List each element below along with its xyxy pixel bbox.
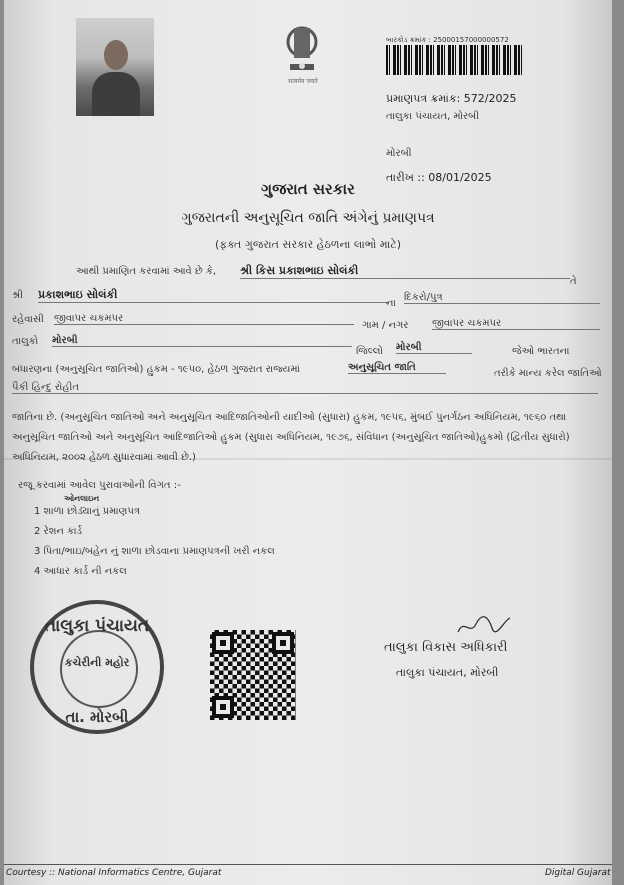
taluka-value: મોરબી — [52, 335, 352, 347]
signatory-title: તાલુકા વિકાસ અધિકારી — [384, 640, 508, 655]
seal-bottom-text: તા. મોરબી — [65, 708, 129, 726]
office-seal — [30, 600, 164, 734]
village-value: જીવાપર ચકમપર — [54, 313, 354, 325]
recognized-text: તરીકે માન્ય કરેલ જાતિઓ — [494, 368, 602, 379]
gam-label: ગામ / નગર — [362, 320, 409, 331]
legal-paragraph: જાતિના છે. (અનુસૂચિત જાતિઓ અને અનુસૂચિત આદિજાતિઓની યાદીઓ (સુધારા) હુકમ, ૧૯૫૬, મુંબઈ પુનર્ગઠન અધિનિયમ, ૧૯૬૦ તથા અનુસૂચિત જાતિઓ અને અનુસૂચિત આદિજાતિઓ હુકમ (સુધારા અધિનિયમ, ૧૯૭૬, સંવિધાન (અનુસૂચિત જાતિઓ)હુકમો (દ્વિતીય સુધારો) અધિનિયમ, ૨૦૦૨ હેઠળ સુધારવામાં આવી છે.) — [12, 412, 570, 463]
intro-text: આથી પ્રમાણિત કરવામાં આવે છે કે, — [76, 266, 217, 277]
bharat-text: જેઓ ભારતના — [512, 346, 570, 357]
footer-brand: Digital Gujarat — [545, 868, 611, 878]
place: મોરબી — [386, 148, 412, 159]
certificate-subtitle: (ફક્ત ગુજરાત સરકાર હેઠળના લાભો માટે) — [214, 238, 402, 251]
gam-value: જીવાપર ચકમપર — [432, 318, 600, 330]
relation: દિકરો/પુત્ર — [404, 292, 600, 304]
caste-value: પૈકી હિન્દુ રોહીત — [12, 382, 598, 394]
father-name: પ્રકાશભાઇ સોલંકી — [38, 288, 388, 303]
state-emblem-icon — [272, 14, 332, 80]
category-value: અનુસૂચિત જાતિ — [348, 362, 446, 374]
evidence-item: 4 આધાર કાર્ડ ની નકલ — [34, 566, 127, 577]
evidence-heading: રજૂ કરવામાં આવેલ પુરાવાઓની વિગત :- — [18, 480, 181, 491]
evidence-item: 1 શાળા છોડ્યાનું પ્રમાણપત્ર — [34, 506, 140, 517]
evidence-item: 3 પિતા/ભાઇ/બહેન નું શાળા છોડવાના પ્રમાણપત્રની ખરી નકલ — [34, 546, 275, 557]
certificate-number: પ્રમાણપત્ર ક્રમાંક: 572/2025 — [386, 92, 517, 105]
qr-code — [210, 630, 296, 720]
footer-courtesy: Courtesy :: National Informatics Centre, Gujarat — [6, 868, 222, 878]
page-fold — [4, 458, 612, 460]
order-text: બંધારણના (અનુસૂચિત જાતિઓ) હુકમ - ૧૯૫૦, હેઠળ ગુજરાત રાજ્યમાં — [12, 364, 300, 375]
taluka-label: તાલુકો — [12, 336, 39, 347]
government-title: ગુજરાત સરકાર — [261, 180, 355, 198]
barcode-number: બારકોડ ક્રમાંક : 25000157000000572 — [386, 36, 509, 44]
certificate-page — [4, 0, 612, 885]
applicant-photo — [76, 18, 154, 116]
resident-label: રહેવાસી — [12, 314, 44, 325]
seal-top-text: તાલુકા પંચાયત — [44, 616, 150, 636]
online-overwrite: ઓનલાઇન — [64, 494, 100, 503]
certificate-title: ગુજરાતની અનુસૂચિત જાતિ અંગેનું પ્રમાણપત્ર — [181, 210, 435, 226]
issuing-office: તાલુકા પંચાયત, મોરબી — [386, 111, 480, 122]
barcode — [386, 45, 522, 75]
te-label: તે — [570, 276, 577, 287]
emblem-caption: सत्यमेव जयते — [288, 78, 318, 85]
jillo-label: જિલ્લો — [356, 346, 383, 357]
issue-date: તારીખ :: 08/01/2025 — [386, 171, 492, 184]
seal-middle-text: કચેરીની મહોર — [64, 656, 130, 669]
footer-divider — [4, 864, 612, 865]
signatory-office: તાલુકા પંચાયત, મોરબી — [396, 666, 499, 679]
person-name: શ્રી કિસ પ્રકાશભાઇ સોલંકી — [240, 264, 570, 279]
signature — [454, 612, 514, 640]
jillo-value: મોરબી — [396, 342, 472, 354]
na-label: ના — [386, 298, 396, 309]
evidence-item: 2 રેશન કાર્ડ — [34, 526, 83, 537]
shri-label: શ્રી — [12, 290, 24, 301]
